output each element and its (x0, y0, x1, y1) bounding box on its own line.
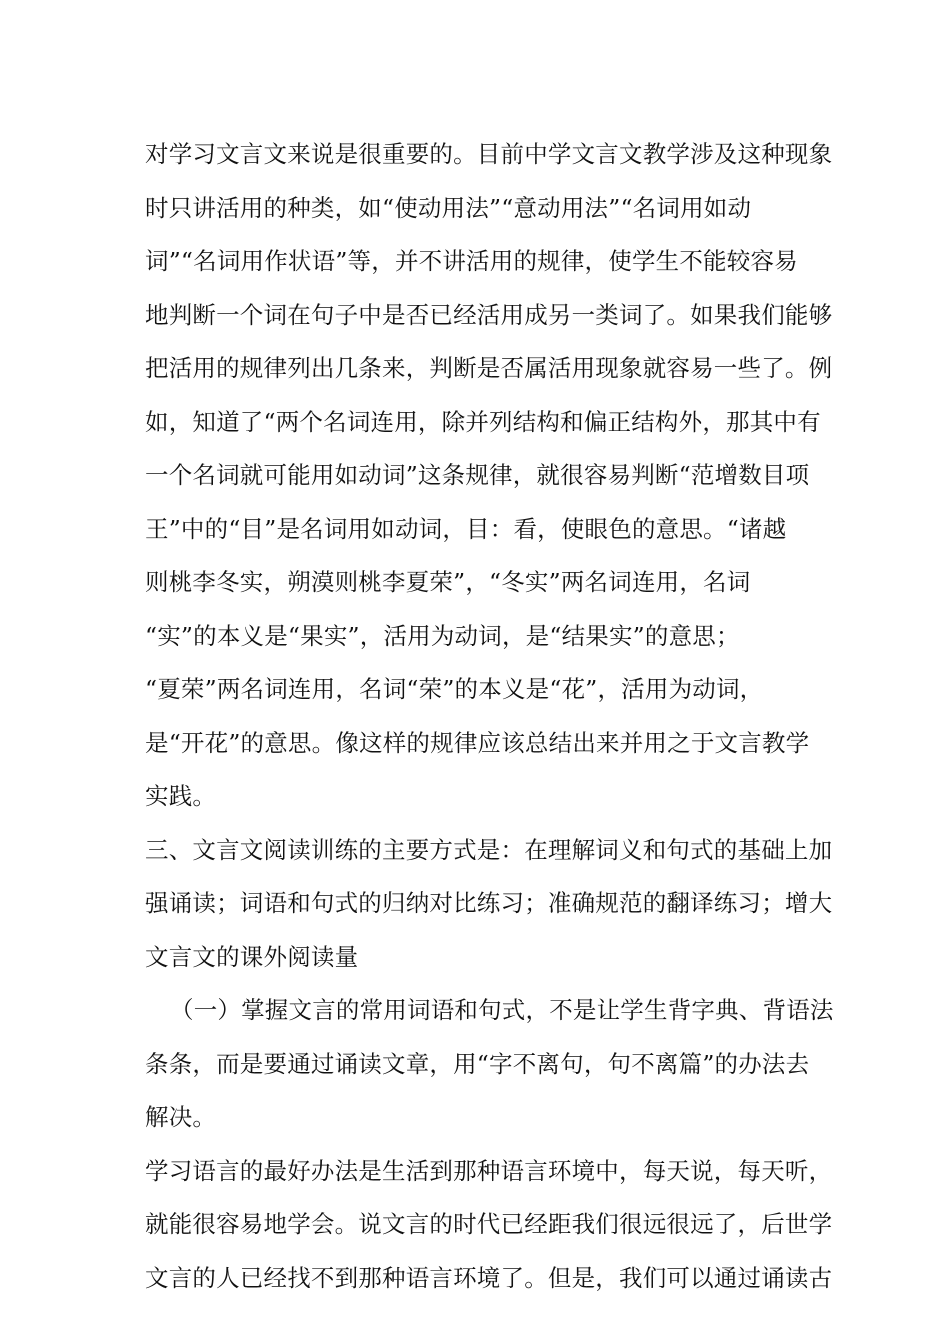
section-heading: 文言文的课外阅读量 (145, 943, 359, 971)
section-heading: 三、文言文阅读训练的主要方式是：在理解词义和句式的基础上加 (145, 836, 833, 864)
text-line: 如，知道了“两个名词连用，除并列结构和偏正结构外，那其中有 (145, 408, 821, 436)
text-line: 词”“名词用作状语”等，并不讲活用的规律，使学生不能较容易 (145, 247, 798, 275)
subsection-heading: 条条，而是要通过诵读文章，用“字不离句，句不离篇”的办法去 (145, 1050, 810, 1078)
subsection-heading: 解决。 (145, 1103, 217, 1131)
text-line: 实践。 (145, 782, 217, 810)
text-line: 一个名词就可能用如动词”这条规律，就很容易判断“范增数目项 (145, 461, 810, 489)
text-line: “夏荣”两名词连用，名词“荣”的本义是“花”，活用为动词， (145, 675, 764, 703)
text-line: 对学习文言文来说是很重要的。目前中学文言文教学涉及这种现象 (145, 140, 833, 168)
text-line: 王”中的“目”是名词用如动词，目：看，使眼色的意思。“诸越 (145, 515, 787, 543)
text-line: 则桃李冬实，朔漠则桃李夏荣”，“冬实”两名词连用，名词 (145, 568, 751, 596)
text-line: 把活用的规律列出几条来，判断是否属活用现象就容易一些了。例 (145, 354, 833, 382)
text-line: 时只讲活用的种类，如“使动用法”“意动用法”“名词用如动 (145, 194, 752, 222)
section-heading: 强诵读；词语和句式的归纳对比练习；准确规范的翻译练习；增大 (145, 889, 833, 917)
text-line: “实”的本义是“果实”，活用为动词，是“结果实”的意思； (145, 622, 740, 650)
subsection-heading: （一）掌握文言的常用词语和句式，不是让学生背字典、背语法 (170, 996, 834, 1024)
text-line: 学习语言的最好办法是生活到那种语言环境中，每天说，每天听， (145, 1157, 833, 1185)
text-line: 就能很容易地学会。说文言的时代已经距我们很远很远了，后世学 (145, 1210, 833, 1238)
text-line: 地判断一个词在句子中是否已经活用成另一类词了。如果我们能够 (145, 301, 833, 329)
text-line: 文言的人已经找不到那种语言环境了。但是，我们可以通过诵读古 (145, 1264, 833, 1292)
text-line: 是“开花”的意思。像这样的规律应该总结出来并用之于文言教学 (145, 729, 810, 757)
